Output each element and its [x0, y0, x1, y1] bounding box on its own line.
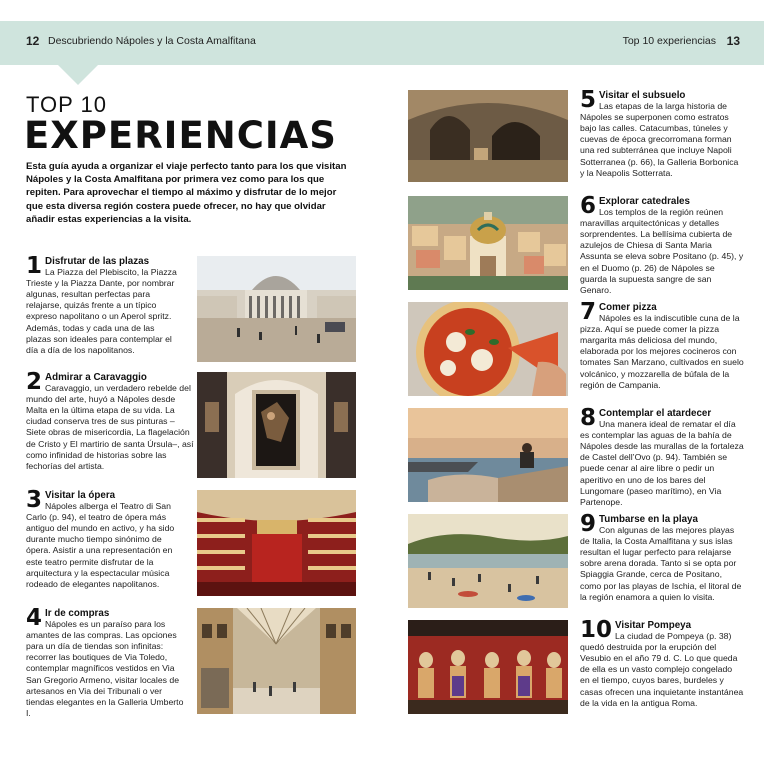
item-text: Nápoles es la indiscutible cuna de la pizza. Aquí se puede comer la pizza margarita más deliciosa del mundo, elaborada por los mejores cocineros con tomates San Marzano, cultivados en suelo volcánico, y mozzarella de búfala de la región de Campania. — [580, 313, 744, 390]
underground-tunnel-photo — [408, 90, 568, 182]
item-number: 1 — [26, 253, 43, 279]
item-number: 10 — [580, 617, 613, 643]
item-number: 9 — [580, 511, 597, 537]
pizza-photo — [408, 302, 568, 396]
piazza-plebiscito-photo — [197, 256, 356, 362]
experience-item-8 — [408, 405, 744, 510]
sunset-bay-photo — [408, 408, 568, 502]
intro-paragraph: Esta guía ayuda a organizar el viaje perfecto tanto para los que visitan Nápoles y la Costa Amalfitana por primera vez como para los que repiten. Para aprovechar el tiempo al máximo y disfrutar de lo mejor que esta diversa región costera puede ofrecer, no hay que olvidar añadir estas experiencias a la visita. — [26, 161, 347, 225]
item-text: Nápoles alberga el Teatro di San Carlo (p. 94), el teatro de ópera más antiguo del mundo en activo, y ha sido durante mucho tiempo sinónimo de ópera. Asistir a una representación en este teatro permite disfrutar de la arquitectura y la espectacular música rodeado de elegantes napolitanos. — [26, 501, 175, 589]
experience-item-4 — [26, 605, 356, 718]
right-page-number: 13 — [726, 34, 740, 48]
page-title: EXPERIENCIAS — [24, 114, 337, 157]
item-text: Las etapas de la larga historia de Nápoles se superponen como estratos bajo las calles. Catacumbas, túneles y cuevas de época grecorromana forman una red subterránea que incluye Napoli Sotterranea (p. 66), la Galleria Borbonica y la Neapolis Sotterrata. — [580, 101, 739, 178]
item-text: La Piazza del Plebiscito, la Piazza Trieste y la Piazza Dante, por nombrar algunas, resultan perfectas para relajarse, quizás frente a un típico expreso napolitano o un Aperol spritz. Además, todas y cada una de las plazas son ideales para contemplar el día a día de los napolitanos. — [26, 267, 177, 355]
item-title: Contemplar el atardecer — [599, 408, 712, 419]
item-title: Admirar a Caravaggio — [45, 372, 147, 383]
item-title: Disfrutar de las plazas — [45, 256, 150, 267]
heading-small: TOP 10 — [26, 92, 108, 117]
left-page-number: 12 — [26, 34, 40, 48]
left-running-title: Descubriendo Nápoles y la Costa Amalfitana — [48, 35, 256, 47]
item-number: 6 — [580, 193, 597, 219]
item-number: 4 — [26, 605, 43, 631]
item-number: 8 — [580, 405, 597, 431]
pompeii-fresco-photo — [408, 620, 568, 714]
item-text: Una manera ideal de rematar el día es contemplar las aguas de la bahía de Nápoles desde las murallas de la fortaleza de Castel dell’Ovo (p. 94). También se puede cenar al aire libre o pedir un aperitivo en uno de los bares del Lungomare (paseo marítimo), en Via Partenope. — [580, 419, 744, 507]
header-notch — [58, 65, 98, 85]
experience-item-9 — [408, 511, 744, 614]
item-text: Los templos de la región reúnen maravillas arquitectónicas y detalles sorprendentes. La bellísima cubierta de azulejos de Chiesa di Santa Maria Assunta se eleva sobre Positano (p. 45), y en el Duomo (p. 26) de Nápoles se guarda la supuesta sangre de san Genaro. — [580, 207, 744, 295]
right-running-title: Top 10 experiencias — [622, 35, 716, 47]
caravaggio-chapel-photo — [197, 372, 356, 478]
positano-church-photo — [408, 196, 568, 290]
experience-item-10 — [408, 617, 744, 730]
item-text: La ciudad de Pompeya (p. 38) quedó destruida por la erupción del Vesubio en el año 79 d. C. Lo que queda de ella es un vasto complejo congelado en el tiempo, cuyos bares, burdeles y casas ofrecen una inquietante instantánea de la vida en la antigua Roma. — [580, 631, 744, 708]
opera-theatre-photo — [197, 490, 356, 596]
item-number: 2 — [26, 369, 43, 395]
experience-item-3 — [26, 487, 356, 598]
galleria-shopping-photo — [197, 608, 356, 714]
experience-item-6 — [408, 193, 744, 296]
item-number: 5 — [580, 87, 597, 113]
item-text: Caravaggio, un verdadero rebelde del mundo del arte, huyó a Nápoles desde Malta en la última etapa de su vida. La ciudad conserva tres de sus pinturas –Siete obras de misericordia, La flagelación de Cristo y El martirio de santa Úrsula–, así como infinidad de historias sobre las fechorías del artista. — [26, 383, 194, 471]
item-text: Con algunas de las mejores playas de Italia, la Costa Amalfitana y sus islas resultan el lugar perfecto para relajarse sobre arena dorada. Tanto si se opta por Spiaggia Grande, cerca de Positano, como por las playas de Ischia, el litoral de la región enamora a quien lo visita. — [580, 525, 742, 602]
item-number: 7 — [580, 299, 597, 325]
item-title: Comer pizza — [599, 302, 657, 313]
page-header — [0, 21, 764, 65]
item-text: Nápoles es un paraíso para los amantes de las compras. Las opciones para un día de tiendas son infinitas: recorrer las boutiques de Via Toledo, contemplar magníficos vestidos en Via San Gregorio Armeno, visitar locales de artesanos en Via dei Tribunali o ver tiendas elegantes en la Galleria Umberto I. — [26, 619, 184, 718]
experience-item-1 — [26, 253, 356, 362]
experience-item-7 — [408, 299, 744, 402]
item-title: Visitar la ópera — [45, 490, 116, 501]
experience-item-2 — [26, 369, 356, 480]
item-title: Visitar Pompeya — [615, 620, 692, 631]
experience-item-5 — [408, 87, 744, 190]
item-title: Explorar catedrales — [599, 196, 690, 207]
item-title: Ir de compras — [45, 608, 110, 619]
item-number: 3 — [26, 487, 43, 513]
item-title: Visitar el subsuelo — [599, 90, 686, 101]
beach-photo — [408, 514, 568, 608]
item-title: Tumbarse en la playa — [599, 514, 698, 525]
